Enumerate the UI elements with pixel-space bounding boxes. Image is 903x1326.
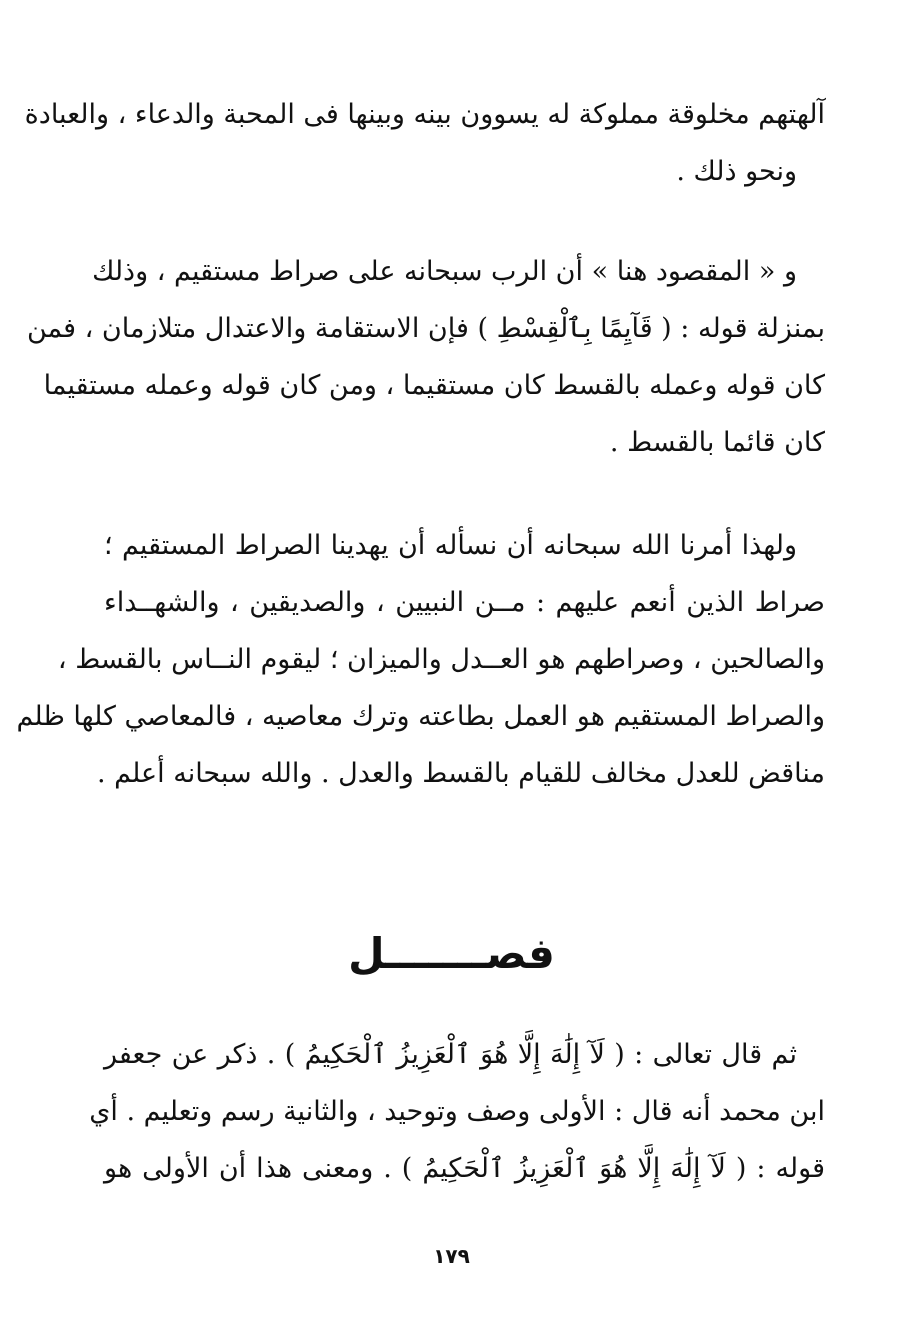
- paragraph-1: [24, 86, 825, 200]
- text-line: آلهتهم مخلوقة مملوكة له يسوون بينه وبينها فى المحبة والدعاء ، والعبادة: [24, 99, 825, 130]
- text-line: صراط الذين أنعم عليهم : مــن النبيين ، والصديقين ، والشهــداء: [104, 587, 825, 618]
- paragraph-3: [16, 517, 825, 802]
- text-line: مناقض للعدل مخالف للقيام بالقسط والعدل . والله سبحانه أعلم .: [96, 758, 825, 789]
- text-line: ونحو ذلك .: [676, 156, 797, 187]
- text-line: ثم قال تعالى : ( لَآ إِلَٰهَ إِلَّا هُوَ ٱلْعَزِيزُ ٱلْحَكِيمُ ) . ذكر عن جعفر: [104, 1039, 797, 1070]
- text-line: و « المقصود هنا » أن الرب سبحانه على صراط مستقيم ، وذلك: [92, 256, 797, 287]
- text-line: ولهذا أمرنا الله سبحانه أن نسأله أن يهدينا الصراط المستقيم ؛: [104, 530, 797, 561]
- text-line: كان قوله وعمله بالقسط كان مستقيما ، ومن كان قوله وعمله مستقيما: [43, 370, 825, 401]
- text-line: والصراط المستقيم هو العمل بطاعته وترك معاصيه ، فالمعاصي كلها ظلم: [16, 701, 825, 732]
- text-line: ابن محمد أنه قال : الأولى وصف وتوحيد ، والثانية رسم وتعليم . أي: [89, 1096, 825, 1127]
- text-line: بمنزلة قوله : ( قَآيِمًا بِٱلْقِسْطِ ) فإن الاستقامة والاعتدال متلازمان ، فمن: [26, 313, 825, 344]
- text-line: كان قائما بالقسط .: [609, 427, 825, 458]
- paragraph-2: [26, 243, 825, 471]
- paragraph-4: [89, 1026, 825, 1197]
- section-heading: فصـــــــل: [348, 929, 555, 978]
- text-line: قوله : ( لَآ إِلَٰهَ إِلَّا هُوَ ٱلْعَزِيزُ ٱلْحَكِيمُ ) . ومعنى هذا أن الأولى هو: [104, 1153, 825, 1184]
- text-line: والصالحين ، وصراطهم هو العــدل والميزان ؛ ليقوم النــاس بالقسط ،: [57, 644, 825, 675]
- page-number: ١٧٩: [433, 1244, 470, 1268]
